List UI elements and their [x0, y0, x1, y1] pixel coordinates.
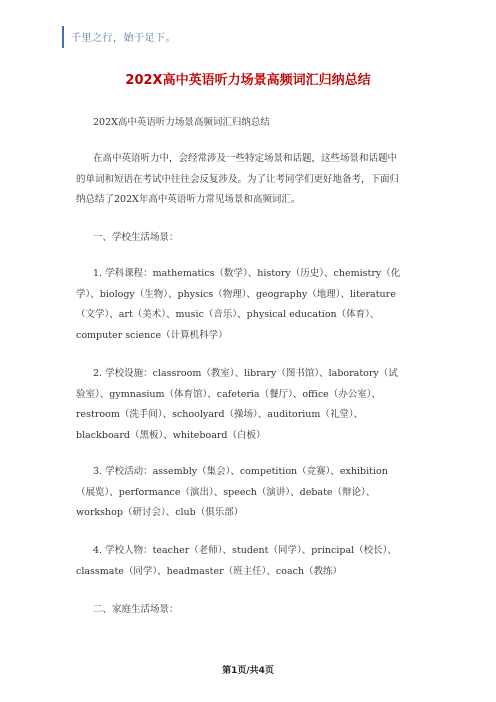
subtitle-text: 202X高中英语听力场景高频词汇归纳总结: [93, 117, 270, 128]
header-rule: [62, 26, 64, 48]
item4-line: classmate（同学）、headmaster（班主任）、coach（教练）: [76, 565, 343, 577]
item2-line: blackboard（黑板）、whiteboard（白板）: [76, 429, 266, 441]
item4-paragraph: [76, 541, 436, 582]
document-subtitle: [76, 113, 436, 134]
item2-line: 2. 学校设施：classroom（教室）、library（图书馆）、laboratory（试: [93, 368, 398, 379]
header-motto: 千里之行，始于足下。: [71, 33, 176, 44]
section2-heading-text: 二、家庭生活场景：: [93, 604, 179, 615]
item2-paragraph: [76, 364, 436, 446]
item1-line: （文学）、art（美术）、music（音乐）、physical education（体育）、: [76, 309, 380, 320]
item3-paragraph: [76, 462, 436, 524]
item4-line: 4. 学校人物：teacher（老师）、student（同学）、principal（校长）、: [93, 545, 397, 556]
intro-paragraph: [76, 149, 436, 211]
item2-line: 验室）、gymnasium（体育馆）、cafeteria（餐厅）、office（办公室）、: [76, 388, 382, 400]
intro-line: 在高中英语听力中，会经常涉及一些特定场景和话题，这些场景和话题中: [93, 153, 398, 164]
item1-line: 学）、biology（生物）、physics（物理）、geography（地理）、literature: [76, 288, 396, 300]
section1-heading: [76, 228, 436, 249]
intro-line: 的单词和短语在考试中往往会反复涉及。为了让考同学们更好地备考，下面归: [76, 173, 400, 185]
item3-line: （展览）、performance（演出）、speech（演讲）、debate（辩论）、: [76, 486, 376, 498]
item3-line: workshop（研讨会）、club（俱乐部）: [76, 507, 244, 518]
item1-line: 1. 学科课程：mathematics（数学）、history（历史）、chemistry（化: [93, 268, 401, 279]
section2-heading: [76, 600, 436, 621]
item1-paragraph: [76, 264, 436, 346]
document-title: 202X高中英语听力场景高频词汇归纳总结: [125, 73, 371, 88]
item2-line: restroom（洗手间）、schoolyard（操场）、auditorium（礼堂）、: [76, 409, 364, 420]
item1-line: computer science（计算机科学）: [76, 329, 228, 341]
item3-line: 3. 学校活动：assembly（集会）、competition（竞赛）、exhibition: [93, 466, 388, 477]
page-footer: 第1页/共4页: [222, 666, 274, 676]
section1-heading-text: 一、学校生活场景：: [93, 232, 179, 243]
intro-line: 纳总结了202X年高中英语听力常见场景和高频词汇。: [76, 194, 301, 205]
